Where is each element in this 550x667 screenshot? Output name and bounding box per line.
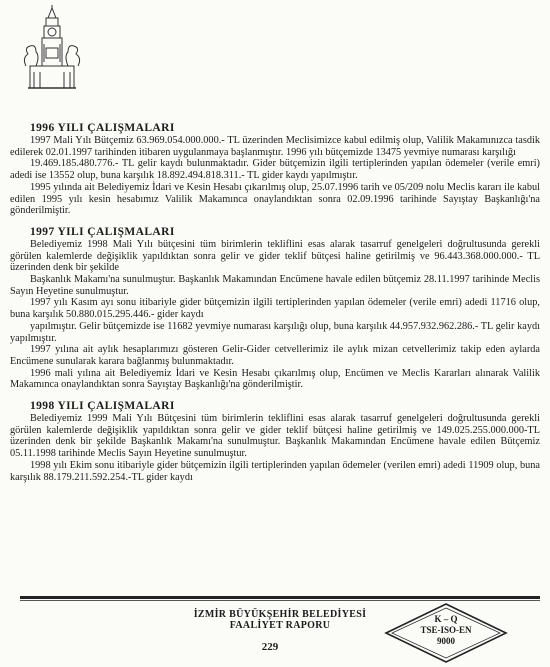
paragraph: 1998 yılı Ekim sonu itibariyle gider bütçemizin ilgili tertiplerinden yapılan ödemeler (verilen emri) adedi 11909 olup, buna karşılık 88.179.211.592.254.-TL gider kaydı [10,459,540,483]
paragraph: 1996 mali yılına ait Belediyemiz İdari ve Kesin Hesabı çıkarılmış olup, Encümen ve Meclis Kararları alınarak Valilik Makamınca onaylandıktan sonra Sayıştay Başkanlığı'na gönderilmiştir. [10,367,540,391]
section-1996 [10,122,540,217]
section-title: 1997 YILI ÇALIŞMALARI [30,225,175,238]
paragraph: 1997 Mali Yılı Bütçemiz 63.969.054.000.000.- TL üzerinden Meclisimizce kabul edilmiş olup, Valilik Makamınızca tasdik edilerek 02.01.1997 tarihinden itibaren uygulanmaya başlanmıştır. 1996 yılı bütçemizde 13475 yevmiye numarası karşılığı [10,135,540,158]
report-body [10,122,540,492]
section-title: 1996 YILI ÇALIŞMALARI [30,122,175,134]
footer-org-name: İZMİR BÜYÜKŞEHİR BELEDİYESİ [193,609,367,620]
paragraph: Belediyemiz 1998 Mali Yılı bütçesini tüm birimlerin tekliflini esas alarak tasarruf genelgeleri doğrultusunda gerekli görülen kalemlerde değişiklik yapıldıktan sonra gelir ve gider teklif bütçesi haline getirilmiş ve 96.443.368.000.000.- TL üzerinden denk bir şekilde [10,238,540,274]
section-1997 [10,226,540,391]
paragraph: 19.469.185.480.776.- TL gelir kaydı bulunmaktadır. Gider bütçemizin ilgili tertiplerinden yapılan ödemeler (verile emri) adedi ise 13552 olup, buna karşılık 18.892.494.818.311.- TL gider kaydı yapılmıştır. [10,158,540,182]
section-1998 [10,400,540,483]
paragraph: 1997 yılı Kasım ayı sonu itibariyle gider bütçemizin ilgili tertiplerinden yapılan ödemeler (verile emri) adedi 11716 olup, buna karşılık 50.880.015.295.446.- gider kaydı [10,297,540,321]
badge-line-kq: K – Q [434,614,458,624]
page-number: 229 [261,641,279,653]
section-title: 1998 YILI ÇALIŞMALARI [30,400,175,413]
clock-tower-logo [20,4,84,90]
badge-line-9000: 9000 [437,636,455,646]
paragraph: Belediyemiz 1999 Mali Yılı Bütçesini tüm birimlerin tekliflini esas alarak tasarruf genelgeleri doğrultusunda gerekli görülen kalemlerde değişiklik yapıldıktan sonra gelir ve gider teklif bütçesi haline getirilmiş ve 149.025.255.000.000-TL üzerinden denk bir şekilde Başkanlık Makamı'na sunulmuştur. Başkanlık Makamından Encümene havale edilen Bütçemiz 05.11.1998 tarihinde Meclis Sayın Heyetine sunulmuştur. [10,413,540,460]
paragraph: 1997 yılına ait aylık hesaplarımızı gösteren Gelir-Gider cetvellerimiz ile aylık mizan cetvellerimiz takip eden aylarda Encümene sunularak karara bağlanmış bulunmaktadır. [10,344,540,367]
paragraph: 1995 yılında ait Belediyemiz İdari ve Kesin Hesabı çıkarılmış olup, 25.07.1996 tarih ve 05/209 nolu Meclis kararı ile kabul edilen 1995 yılı kesin hesabımız Valilik Makamınca onaylandıktan sonra 02.09.1996 tarihinde Sayıştay Başkanlığı'na gönderilmiştir. [10,181,540,217]
footer-divider [20,596,540,599]
footer-report-name: FAALİYET RAPORU [229,620,331,631]
footer-divider-thin [20,600,540,601]
paragraph: Başkanlık Makamı'na sunulmuştur. Başkanlık Makamından Encümene havale edilen bütçemiz 28.11.1997 tarihinde Meclis Sayın Heyetine sunulmuştur. [10,274,540,297]
badge-line-tse: TSE-ISO-EN [420,625,472,635]
paragraph: yapılmıştır. Gelir bütçemizde ise 11682 yevmiye numarası karşılığı olup, buna karşılık 44.957.932.962.286.- TL gelir kaydı yapılmıştır. [10,320,540,344]
footer-organization [170,609,390,631]
